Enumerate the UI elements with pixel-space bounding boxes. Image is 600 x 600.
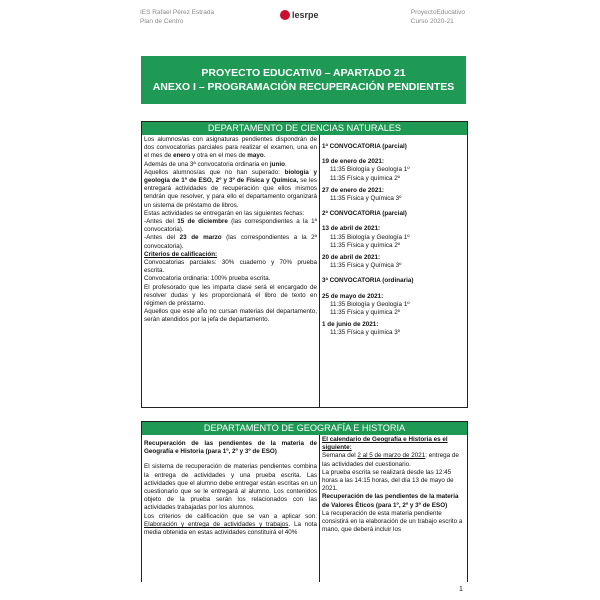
exam-item: 11:35 Biología y Geología 1º bbox=[330, 300, 410, 308]
exam-item: 11:35 Biología y Geología 1º bbox=[330, 233, 410, 241]
title-line-2: ANEXO I – PROGRAMACIÓN RECUPERACIÓN PENDIENTES bbox=[152, 81, 455, 93]
paragraph: Los criterios de calificación que se van a aplicar son: Elaboración y entrega de actividades y trabajos. La nota media obtenida en estas actividades constituirá el 40% bbox=[144, 512, 317, 537]
paragraph: -Antes del 15 de diciembre (las correspondientes a la 1ª convocatoria). bbox=[144, 218, 318, 234]
section-title: DEPARTAMENTO DE CIENCIAS NATURALES bbox=[142, 122, 467, 135]
convocatoria-heading: 1ª CONVOCATORIA (parcial) bbox=[322, 143, 407, 150]
paragraph: Aquellos alumnos/as que no han superado: biología y geología de 1º de ESO, 2º y 3º de Física y Química, se les entregará actividades de recuperación que ellos mismos tendrán que resolver, y para ello el departamento organizará un sistema de préstamo de libros. bbox=[144, 168, 317, 209]
header-left bbox=[140, 8, 214, 26]
section-title: DEPARTAMENTO DE GEOGRAFÍA E HISTORIA bbox=[142, 422, 467, 435]
doc-name: ProyectoEducativo bbox=[410, 9, 465, 16]
exam-item: 11:35 Física y química 2º bbox=[330, 174, 401, 182]
exam-date: 27 de enero de 2021: bbox=[322, 186, 384, 194]
paragraph: La prueba escrita se realizará desde las 12:45 horas a las 14:15 horas, del día 13 de mayo de 2021. bbox=[322, 468, 454, 493]
title-banner bbox=[141, 56, 466, 104]
criteria-heading: Criterios de calificación: bbox=[144, 250, 218, 258]
plan-name: Plan de Centro bbox=[140, 18, 184, 25]
ciencias-left-column bbox=[142, 135, 320, 407]
exam-item: 11:35 Biología y Geología 1º bbox=[330, 166, 410, 174]
paragraph: El profesorado que les imparta clase será el encargado de resolver dudas y les proporcionará el libro de texto en régimen de préstamo. bbox=[144, 283, 317, 308]
exam-item: 11:35 Física y química 2º bbox=[330, 309, 401, 317]
exam-date: 13 de abril de 2021: bbox=[322, 225, 381, 233]
logo-text: lesrpe bbox=[292, 10, 319, 20]
paragraph: Aquellos que este año no cursan materias del departamento, serán atendidos por la jefa de departamento. bbox=[144, 308, 317, 324]
paragraph: Además de una 3ª convocatoria ordinaria en junio. bbox=[144, 160, 287, 168]
exam-date: 19 de enero de 2021: bbox=[322, 158, 384, 166]
paragraph: Convocatorias parciales: 30% cuaderno y 70% prueba escrita. bbox=[144, 259, 317, 275]
convocatoria-heading: 2ª CONVOCATORIA (parcial) bbox=[322, 210, 407, 218]
paragraph: Los alumnos/as con asignaturas pendientes dispondrán de dos convocatorias parciales para realizar el examen, una en el mes de enero y otra en el mes de mayo. bbox=[144, 136, 317, 160]
section-columns bbox=[142, 135, 467, 407]
paragraph: Convocatoria ordinaria: 100% prueba escrita. bbox=[144, 275, 271, 283]
subheading: Recuperación de las pendientes de la materia de Geografía e Historia (para 1º, 2º y 3º de ESO) bbox=[144, 440, 317, 456]
logo-icon bbox=[280, 10, 290, 20]
exam-date: 20 de abril de 2021: bbox=[322, 254, 381, 262]
exam-date: 25 de mayo de 2021: bbox=[322, 292, 384, 300]
exam-date: 1 de junio de 2021: bbox=[322, 321, 379, 329]
geografia-left-column bbox=[142, 435, 320, 582]
paragraph: Semana del 2 al 5 de marzo de 2021: entrega de las actividades del cuestionario. bbox=[322, 452, 459, 468]
geografia-right-column bbox=[320, 435, 467, 582]
page-number: 1 bbox=[459, 586, 463, 593]
ciencias-right-column bbox=[320, 135, 467, 407]
exam-item: 11:35 Física y Química 3º bbox=[330, 195, 402, 203]
section-geografia-historia bbox=[141, 421, 468, 582]
convocatoria-heading: 3ª CONVOCATORIA (ordinaria) bbox=[322, 277, 414, 285]
page-header bbox=[140, 8, 465, 34]
section-columns bbox=[142, 435, 467, 582]
paragraph: La recuperación de esta materia pendiente consistirá en la elaboración de un trabajo escrito a mano, que deberá incluir los bbox=[322, 509, 463, 534]
title-line-1: PROYECTO EDUCATIV0 – APARTADO 21 bbox=[201, 67, 406, 79]
exam-item: 11:35 Física y Química 3º bbox=[330, 262, 402, 270]
paragraph: El sistema de recuperación de materias pendientes combina la entrega de actividades y una prueba escrita. Las actividades que el alumno debe entregar están escritas en un cuestionario que se le entregará al alumno. Los contenidos objeto de la prueba serán los relacionados con las actividades trabajadas por los alumnos. bbox=[144, 463, 317, 512]
school-name: IES Rafael Pérez Estrada bbox=[140, 9, 215, 16]
exam-item: 11:35 Física y química 3º bbox=[330, 329, 401, 337]
paragraph: Estas actividades se entregarán en las siguientes fechas: bbox=[144, 209, 305, 217]
exam-item: 11:35 Física y química 2º bbox=[330, 241, 401, 249]
subheading: El calendario de Geografía e Historia es el siguiente: bbox=[322, 436, 448, 452]
course-name: Curso 2020-21 bbox=[410, 18, 454, 25]
school-logo bbox=[280, 10, 340, 20]
section-ciencias-naturales bbox=[141, 121, 468, 408]
header-right bbox=[411, 8, 465, 26]
subheading: Recuperación de las pendientes de la materia de Valores Éticos (para 1º, 2º y 3º de ESO) bbox=[322, 493, 459, 509]
paragraph: -Antes del 23 de marzo (las correspondientes a la 2ª convocatoria). bbox=[144, 234, 317, 250]
